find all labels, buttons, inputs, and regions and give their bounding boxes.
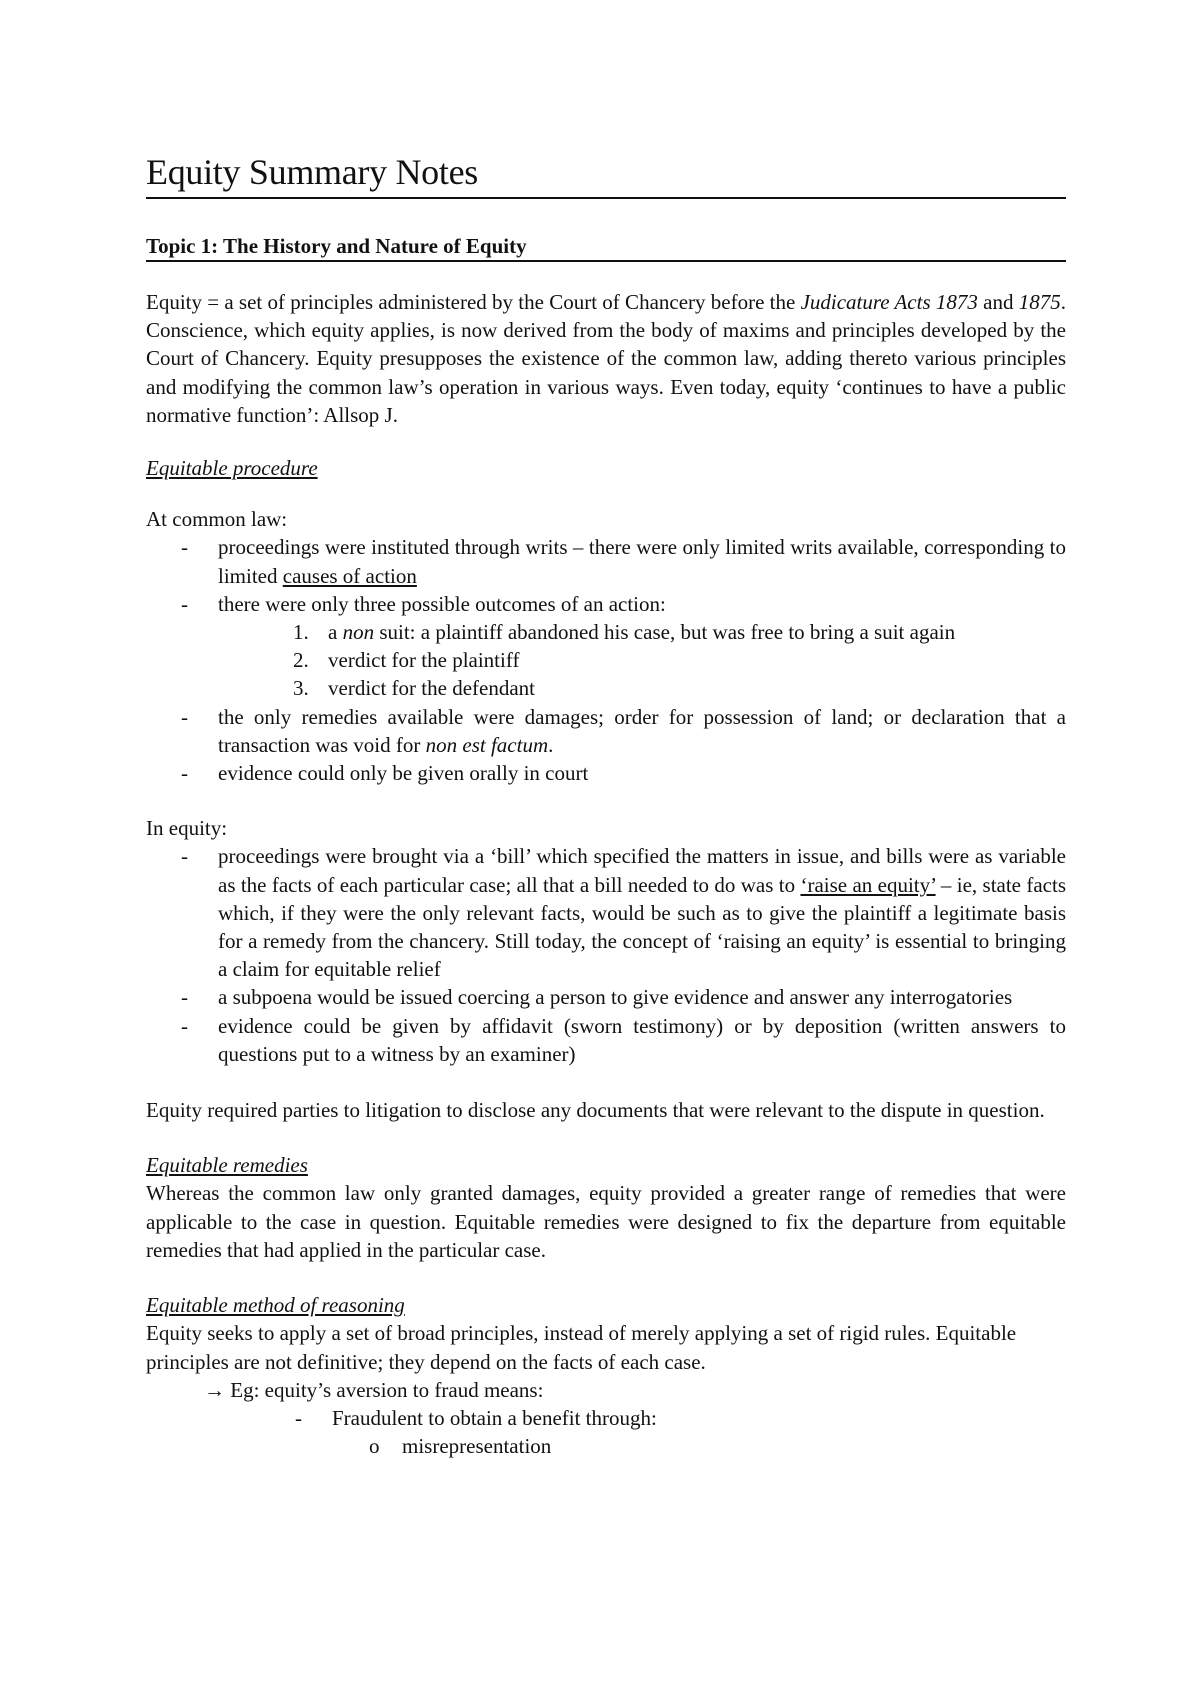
remedies-paragraph: Whereas the common law only granted damages, equity provided a greater range of remedies that were applicable to the case in question. Equitable remedies were designed to fix the departure from equitable remedies that had applied in the particular case. (146, 1181, 1066, 1262)
list-item: - evidence could be given by affidavit (sworn testimony) or by deposition (written answers to questions put to a witness by an examiner) (218, 1012, 1066, 1068)
disclosure-paragraph: Equity required parties to litigation to disclose any documents that were relevant to the dispute in question. (146, 1098, 1045, 1123)
topic-heading: Topic 1: The History and Nature of Equity (146, 233, 1066, 262)
common-law-label: At common law: (146, 507, 288, 532)
common-law-list (146, 533, 1066, 618)
list-item: - the only remedies available were damages; order for possession of land; or declaration that a transaction was void for non est factum. (218, 703, 1066, 759)
outcomes-list (146, 618, 1066, 703)
arrow-right-icon: → (204, 1377, 225, 1402)
list-item: - evidence could only be given orally in court (218, 759, 1066, 787)
list-item: 1. a non suit: a plaintiff abandoned his case, but was free to bring a suit again (293, 620, 956, 645)
list-item: 2. verdict for the plaintiff (293, 648, 520, 673)
list-item: - proceedings were instituted through writs – there were only limited writs available, corresponding to limited causes of action (218, 533, 1066, 589)
example-line: → Eg: equity’s aversion to fraud means: (204, 1377, 544, 1402)
reasoning-heading: Equitable method of reasoning (146, 1293, 405, 1318)
common-law-list-cont (146, 703, 1066, 788)
equity-label: In equity: (146, 816, 228, 841)
list-item: - proceedings were brought via a ‘bill’ which specified the matters in issue, and bills were as variable as the facts of each particular case; all that a bill needed to do was to ‘raise an equity’ – ie, state facts which, if they were the only relevant facts, would be such as to give the plaintiff a legitimate basis for a remedy from the chancery. Still today, the concept of ‘raising an equity’ is essential to bringing a claim for equitable relief (218, 842, 1066, 983)
list-item: - there were only three possible outcomes of an action: (218, 590, 1066, 618)
intro-paragraph: Equity = a set of principles administered by the Court of Chancery before the Judicature Acts 1873 and 1875. Conscience, which equity applies, is now derived from the body of maxims and principles developed by the Court of Chancery. Equity presupposes the existence of the common law, adding thereto various principles and modifying the common law’s operation in various ways. Even today, equity ‘continues to have a public normative function’: Allsop J. (146, 290, 1066, 427)
fraud-sublist (146, 1432, 1066, 1460)
list-item: o misrepresentation (402, 1432, 1066, 1460)
list-item: 3. verdict for the defendant (293, 676, 535, 701)
list-item: - a subpoena would be issued coercing a person to give evidence and answer any interrogatories (218, 983, 1066, 1011)
equity-list (146, 842, 1066, 1068)
document-title: Equity Summary Notes (146, 150, 1066, 199)
remedies-heading: Equitable remedies (146, 1153, 308, 1178)
fraud-list (146, 1404, 1066, 1432)
reasoning-paragraph: Equity seeks to apply a set of broad principles, instead of merely applying a set of rigid rules. Equitable principles are not definitive; they depend on the facts of each case. (146, 1321, 1017, 1374)
list-item: - Fraudulent to obtain a benefit through: (332, 1404, 1066, 1432)
document-body (146, 150, 1066, 1460)
procedure-heading: Equitable procedure (146, 456, 318, 481)
